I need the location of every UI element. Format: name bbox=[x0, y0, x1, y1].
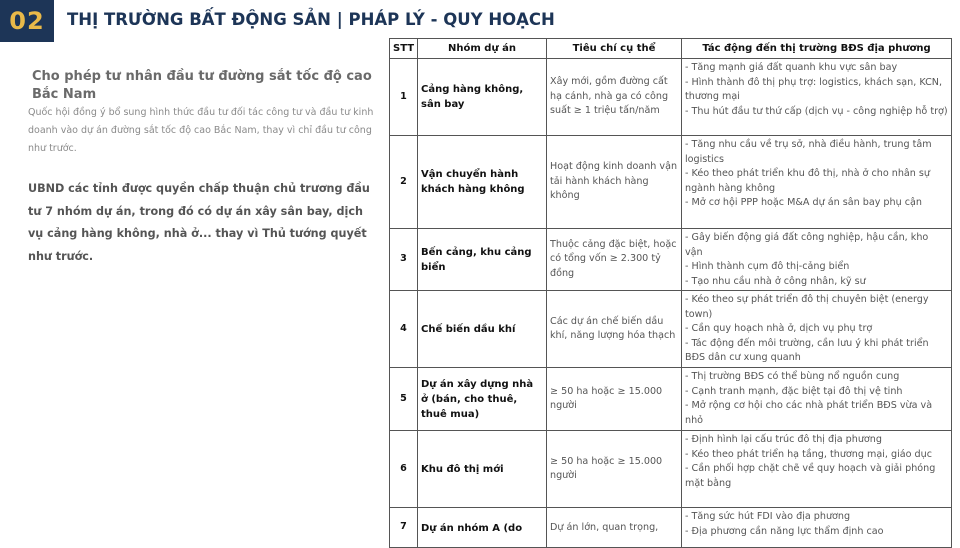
section-number-badge: 02 bbox=[0, 0, 54, 42]
row-group: Dự án nhóm A (do bbox=[418, 508, 547, 548]
row-impacts bbox=[682, 136, 952, 229]
row-criteria: ≥ 50 ha hoặc ≥ 15.000 người bbox=[547, 368, 682, 431]
row-impacts bbox=[682, 508, 952, 548]
impact-item: - Cạnh tranh mạnh, đặc biệt tại đô thị vệ tinh bbox=[685, 385, 903, 397]
row-stt: 1 bbox=[390, 59, 418, 136]
impact-item: - Kéo theo sự phát triển đô thị chuyên biệt (energy town) bbox=[685, 294, 929, 320]
impact-item: - Địa phương cần năng lực thẩm định cao bbox=[685, 525, 884, 537]
row-stt: 5 bbox=[390, 368, 418, 431]
impact-item: - Mở cơ hội PPP hoặc M&A dự án sân bay phụ cận bbox=[685, 197, 922, 208]
row-impacts bbox=[682, 431, 952, 508]
header-stt: STT bbox=[390, 39, 418, 59]
left-summary-panel bbox=[28, 68, 380, 268]
lead-title: Cho phép tư nhân đầu tư đường sắt tốc độ cao Bắc Nam bbox=[32, 69, 372, 102]
table-header-row bbox=[390, 39, 952, 59]
impact-item: - Tăng sức hút FDI vào địa phương bbox=[685, 511, 851, 522]
table-row bbox=[390, 431, 952, 508]
table-row bbox=[390, 229, 952, 291]
table-row bbox=[390, 508, 952, 548]
page-title: THỊ TRƯỜNG BẤT ĐỘNG SẢN | PHÁP LÝ - QUY HOẠCH bbox=[67, 10, 555, 29]
impact-item: - Kéo theo phát triển hạ tầng, thương mại, giáo dục bbox=[685, 448, 932, 460]
row-criteria: Các dự án chế biến dầu khí, năng lượng hóa thạch bbox=[547, 291, 682, 368]
header-group: Nhóm dự án bbox=[418, 39, 547, 59]
impact-item: - Thu hút đầu tư thứ cấp (dịch vụ - công nghiệp hỗ trợ) bbox=[685, 105, 948, 117]
row-impacts bbox=[682, 368, 952, 431]
row-impacts bbox=[682, 59, 952, 136]
row-group: Cảng hàng không, sân bay bbox=[418, 59, 547, 136]
row-criteria: Thuộc cảng đặc biệt, hoặc có tổng vốn ≥ 2.300 tỷ đồng bbox=[547, 229, 682, 291]
row-stt: 7 bbox=[390, 508, 418, 548]
header-impact: Tác động đến thị trường BĐS địa phương bbox=[682, 39, 952, 59]
row-criteria: ≥ 50 ha hoặc ≥ 15.000 người bbox=[547, 431, 682, 508]
impact-item: - Tăng mạnh giá đất quanh khu vực sân bay bbox=[685, 62, 898, 73]
row-group: Dự án xây dựng nhà ở (bán, cho thuê, thuê mua) bbox=[418, 368, 547, 431]
row-impacts bbox=[682, 291, 952, 368]
header-criteria: Tiêu chí cụ thể bbox=[547, 39, 682, 59]
impact-item: - Tạo nhu cầu nhà ở công nhân, kỹ sư bbox=[685, 275, 866, 287]
row-criteria: Hoạt động kinh doanh vận tải hành khách hàng không bbox=[547, 136, 682, 229]
row-group: Bến cảng, khu cảng biển bbox=[418, 229, 547, 291]
impact-item: - Mở rộng cơ hội cho các nhà phát triển BĐS vừa và nhỏ bbox=[685, 400, 933, 426]
table-row bbox=[390, 136, 952, 229]
impact-item: - Tác động đến môi trường, cần lưu ý khi phát triển BĐS dân cư xung quanh bbox=[685, 337, 929, 363]
impact-item: - Thị trường BĐS có thể bùng nổ nguồn cung bbox=[685, 371, 900, 382]
impact-item: - Cần phối hợp chặt chẽ về quy hoạch và giải phóng mặt bằng bbox=[685, 463, 936, 489]
project-groups-table bbox=[389, 38, 952, 548]
row-criteria: Dự án lớn, quan trọng, bbox=[547, 508, 682, 548]
impact-item: - Tăng nhu cầu về trụ sở, nhà điều hành, trung tâm logistics bbox=[685, 139, 932, 165]
table-row bbox=[390, 59, 952, 136]
row-stt: 6 bbox=[390, 431, 418, 508]
impact-item: - Hình thành cụm đô thị-cảng biển bbox=[685, 261, 850, 272]
impact-item: - Cần quy hoạch nhà ở, dịch vụ phụ trợ bbox=[685, 323, 873, 334]
row-stt: 4 bbox=[390, 291, 418, 368]
lead-body: Quốc hội đồng ý bổ sung hình thức đầu tư đối tác công tư và đầu tư kinh doanh vào dự án đường sắt tốc độ cao Bắc Nam, thay vì chỉ đầu tư công như trước. bbox=[28, 107, 374, 154]
row-group: Chế biến dầu khí bbox=[418, 291, 547, 368]
impact-item: - Hình thành đô thị phụ trợ: logistics, khách sạn, KCN, thương mại bbox=[685, 76, 943, 102]
row-stt: 2 bbox=[390, 136, 418, 229]
lead-secondary: UBND các tỉnh được quyền chấp thuận chủ trương đầu tư 7 nhóm dự án, trong đó có dự án xây sân bay, dịch vụ cảng hàng không, nhà ở... thay vì Thủ tướng quyết như trước. bbox=[28, 182, 370, 263]
row-impacts bbox=[682, 229, 952, 291]
row-group: Khu đô thị mới bbox=[418, 431, 547, 508]
table-row bbox=[390, 291, 952, 368]
table-row bbox=[390, 368, 952, 431]
impact-item: - Gây biến động giá đất công nghiệp, hậu cần, kho vận bbox=[685, 232, 929, 258]
row-group: Vận chuyển hành khách hàng không bbox=[418, 136, 547, 229]
row-criteria: Xây mới, gồm đường cất hạ cánh, nhà ga có công suất ≥ 1 triệu tấn/năm bbox=[547, 59, 682, 136]
row-stt: 3 bbox=[390, 229, 418, 291]
impact-item: - Kéo theo phát triển khu đô thị, nhà ở cho nhân sự ngành hàng không bbox=[685, 168, 930, 194]
impact-item: - Định hình lại cấu trúc đô thị địa phương bbox=[685, 434, 882, 445]
